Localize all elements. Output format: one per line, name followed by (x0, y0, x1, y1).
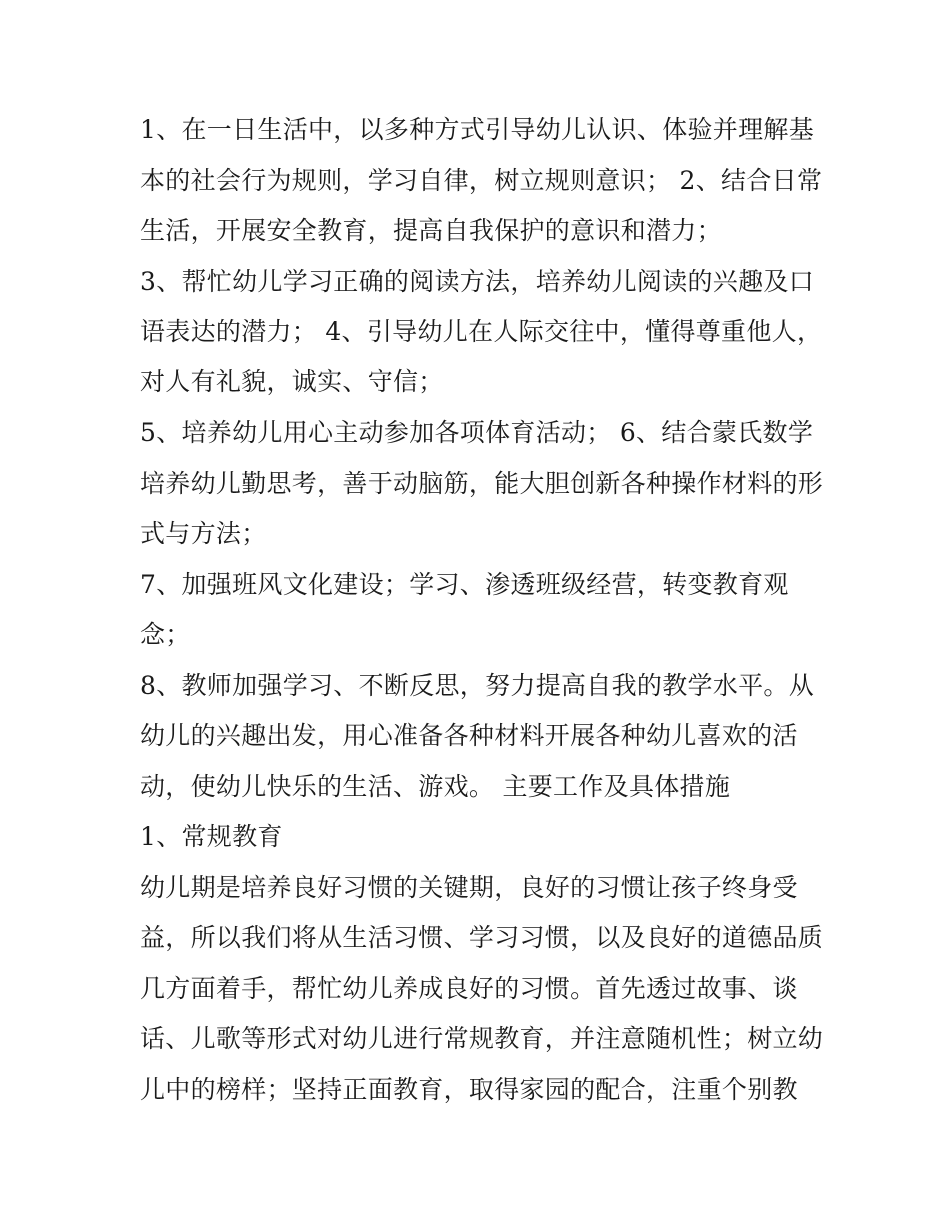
text-line: 语表达的潜力； 4、引导幼儿在人际交往中，懂得尊重他人， (140, 317, 823, 346)
text-line: 5、培养幼儿用心主动参加各项体育活动； 6、结合蒙氏数学 (140, 418, 814, 447)
text-line: 话、儿歌等形式对幼儿进行常规教育，并注意随机性；树立幼 (140, 1024, 824, 1053)
text-line: 生活，开展安全教育，提高自我保护的意识和潜力； (140, 216, 722, 245)
text-line: 幼儿期是培养良好习惯的关键期，良好的习惯让孩子终身受 (140, 873, 798, 902)
text-line: 式与方法； (140, 519, 267, 548)
text-line: 7、加强班风文化建设；学习、渗透班级经营，转变教育观 (140, 570, 789, 599)
text-line: 念； (140, 620, 191, 649)
text-line: 1、常规教育 (140, 822, 283, 851)
text-line: 动，使幼儿快乐的生活、游戏。 主要工作及具体措施 (140, 772, 731, 801)
text-line: 儿中的榜样；坚持正面教育，取得家园的配合，注重个别教 (140, 1075, 798, 1104)
text-line: 培养幼儿勤思考，善于动脑筋，能大胆创新各种操作材料的形 (140, 469, 824, 498)
text-line: 几方面着手，帮忙幼儿养成良好的习惯。首先透过故事、谈 (140, 974, 798, 1003)
text-line: 本的社会行为规则，学习自律，树立规则意识； 2、结合日常 (140, 166, 823, 195)
text-line: 8、教师加强学习、不断反思，努力提高自我的教学水平。从 (140, 671, 815, 700)
text-line: 1、在一日生活中，以多种方式引导幼儿认识、体验并理解基 (140, 115, 815, 144)
text-line: 3、帮忙幼儿学习正确的阅读方法，培养幼儿阅读的兴趣及口 (140, 267, 815, 296)
text-line: 幼儿的兴趣出发，用心准备各种材料开展各种幼儿喜欢的活 (140, 721, 798, 750)
text-line: 对人有礼貌，诚实、守信； (140, 367, 444, 396)
text-line: 益，所以我们将从生活习惯、学习习惯，以及良好的道德品质 (140, 923, 824, 952)
